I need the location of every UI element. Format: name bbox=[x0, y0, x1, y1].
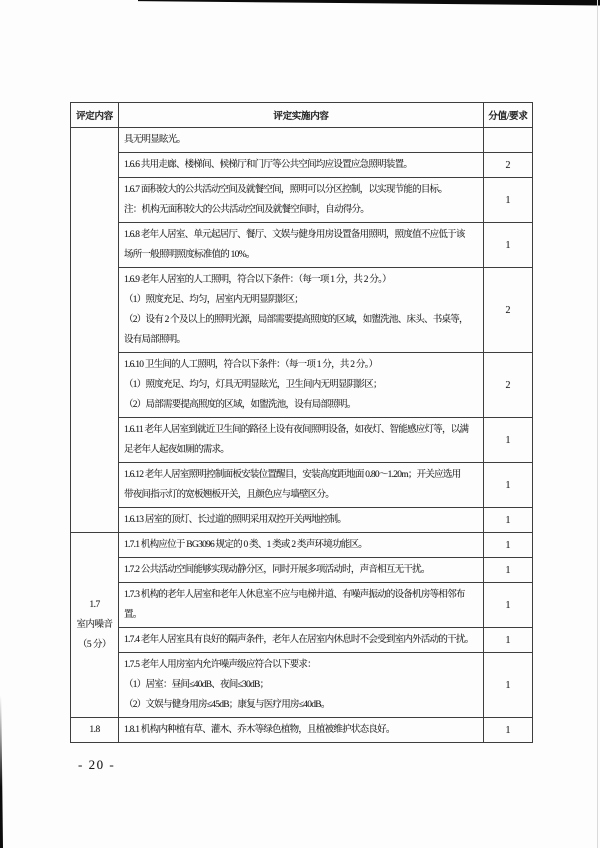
table-row bbox=[71, 153, 533, 178]
criteria-text-line: （2）设有 2 个及以上的照明光源，局部需要提高照度的区域，如盥洗池、床头、书桌等， bbox=[124, 315, 468, 325]
score-cell: 1 bbox=[484, 463, 533, 508]
table-row bbox=[71, 178, 533, 223]
criteria-text-line: 具无明显眩光。 bbox=[124, 135, 186, 145]
score-cell: 1 bbox=[484, 508, 533, 533]
criteria-text-line: 1.6.8 老年人居室、单元起居厅、餐厅、文娱与健身用房设置备用照明，照度值不应低于该 bbox=[124, 230, 465, 240]
criteria-text-line: 足老年人起夜如厕的需求。 bbox=[124, 445, 230, 455]
scan-edge-right-artifact bbox=[597, 0, 598, 848]
criteria-text-cell bbox=[119, 353, 484, 418]
score-cell: 2 bbox=[484, 353, 533, 418]
criteria-text-line: 1.6.13 居室的顶灯、长过道的照明采用双控开关两地控制。 bbox=[124, 515, 347, 525]
scan-edge-top-artifact bbox=[138, 0, 600, 6]
criteria-text-line: 1.6.7 面积较大的公共活动空间及就餐空间，照明可以分区控制，以实现节能的目标。 bbox=[124, 185, 448, 195]
score-cell: 1 bbox=[484, 223, 533, 268]
score-cell: 1 bbox=[484, 653, 533, 718]
table-row bbox=[71, 558, 533, 583]
section-label-line: （5 分） bbox=[77, 640, 112, 650]
score-cell: 2 bbox=[484, 268, 533, 353]
criteria-text-cell bbox=[119, 583, 484, 628]
criteria-text-line: 设有局部照明。 bbox=[124, 335, 186, 345]
criteria-text-line: （1）照度充足、均匀，居室内无明显阴影区； bbox=[124, 295, 304, 305]
criteria-text-line: 1.6.9 老年人居室的人工照明，符合以下条件：（每一项 1 分，共 2 分。） bbox=[124, 275, 391, 285]
score-cell: 2 bbox=[484, 153, 533, 178]
table-row bbox=[71, 268, 533, 353]
table-header-row bbox=[71, 103, 533, 128]
score-cell: 1 bbox=[484, 583, 533, 628]
score-cell: 1 bbox=[484, 533, 533, 558]
criteria-text-cell bbox=[119, 628, 484, 653]
criteria-text-cell bbox=[119, 558, 484, 583]
score-cell: 1 bbox=[484, 558, 533, 583]
score-cell: 1 bbox=[484, 718, 533, 743]
criteria-text-line: 1.6.12 老年人居室照明控制面板安装位置醒目，安装高度距地面 0.80～1.20m；开关应选用 bbox=[124, 470, 461, 480]
criteria-text-cell bbox=[119, 418, 484, 463]
table-row bbox=[71, 353, 533, 418]
section-label-line: 室内噪音 bbox=[76, 620, 113, 630]
criteria-text-cell bbox=[119, 508, 484, 533]
section-label-line: 1.8 bbox=[89, 725, 100, 735]
criteria-text-line: 1.7.1 机构应位于 BG3096 规定的 0 类、1 类或 2 类声环境功能区。 bbox=[124, 540, 367, 550]
criteria-text-line: （2）局部需要提高照度的区域，如盥洗池，设有局部照明。 bbox=[124, 400, 356, 410]
score-cell: 1 bbox=[484, 178, 533, 223]
scan-edge-left-artifact bbox=[0, 695, 3, 848]
criteria-text-line: 1.7.2 公共活动空间能够实现动静分区，同时开展多项活动时，声音相互无干扰。 bbox=[124, 565, 430, 575]
section-label-cell bbox=[71, 533, 119, 718]
table-row bbox=[71, 628, 533, 653]
criteria-text-cell bbox=[119, 178, 484, 223]
criteria-text-line: 1.6.11 老年人居室到就近卫生间的路径上设有夜间照明设备，如夜灯、智能感应灯等，以满 bbox=[124, 425, 469, 435]
section-label-line: 1.7 bbox=[89, 600, 100, 610]
score-cell: 1 bbox=[484, 628, 533, 653]
score-cell bbox=[484, 128, 533, 153]
section-label-cell bbox=[71, 128, 119, 533]
table-row bbox=[71, 583, 533, 628]
header-evaluation-content: 评定内容 bbox=[71, 103, 119, 128]
evaluation-criteria-table bbox=[70, 102, 533, 743]
section-label-cell bbox=[71, 718, 119, 743]
criteria-text-line: 1.6.6 共用走廊、楼梯间、候梯厅和门厅等公共空间均应设置应急照明装置。 bbox=[124, 160, 413, 170]
criteria-text-cell bbox=[119, 153, 484, 178]
table-row bbox=[71, 463, 533, 508]
table-row bbox=[71, 653, 533, 718]
table-row bbox=[71, 128, 533, 153]
criteria-text-cell bbox=[119, 463, 484, 508]
criteria-text-line: 带夜间指示灯的宽板翘板开关，且颜色应与墙壁区分。 bbox=[124, 490, 335, 500]
criteria-text-line: 1.7.5 老年人用房室内允许噪声级应符合以下要求： bbox=[124, 660, 316, 670]
criteria-text-line: 场所一般照明照度标准值的 10%。 bbox=[124, 250, 255, 260]
table-row bbox=[71, 508, 533, 533]
criteria-text-line: 1.7.3 机构的老年人居室和老年人休息室不应与电梯井道、有噪声振动的设备机房等相邻布 bbox=[124, 590, 465, 600]
score-cell: 1 bbox=[484, 418, 533, 463]
criteria-text-line: （1）居室：昼间≤40dB、夜间≤30dB； bbox=[124, 680, 269, 690]
criteria-text-line: 置。 bbox=[124, 610, 142, 620]
header-implementation-content: 评定实施内容 bbox=[119, 103, 484, 128]
table-row bbox=[71, 223, 533, 268]
header-score-requirement: 分值/要求 bbox=[484, 103, 533, 128]
criteria-text-line: （2）文娱与健身用房≤45dB；康复与医疗用房≤40dB。 bbox=[124, 700, 330, 710]
table-row bbox=[71, 418, 533, 463]
criteria-text-line: 1.8.1 机构内种植有草、灌木、乔木等绿色植物，且植被维护状态良好。 bbox=[124, 725, 395, 735]
criteria-text-cell bbox=[119, 268, 484, 353]
table-body bbox=[71, 128, 533, 743]
criteria-text-cell bbox=[119, 533, 484, 558]
criteria-text-line: （1）照度充足、均匀，灯具无明显眩光，卫生间内无明显阴影区； bbox=[124, 380, 382, 390]
criteria-text-line: 1.7.4 老年人居室具有良好的隔声条件，老年人在居室内休息时不会受到室内外活动的干扰。 bbox=[124, 635, 474, 645]
criteria-text-cell bbox=[119, 718, 484, 743]
criteria-text-line: 注：机构无面积较大的公共活动空间及就餐空间时，自动得分。 bbox=[124, 205, 370, 215]
criteria-text-cell bbox=[119, 128, 484, 153]
criteria-text-line: 1.6.10 卫生间的人工照明，符合以下条件：（每一项 1 分，共 2 分。） bbox=[124, 360, 378, 370]
table-row bbox=[71, 718, 533, 743]
table-row bbox=[71, 533, 533, 558]
page-number: - 20 - bbox=[78, 757, 116, 772]
criteria-text-cell bbox=[119, 653, 484, 718]
criteria-text-cell bbox=[119, 223, 484, 268]
